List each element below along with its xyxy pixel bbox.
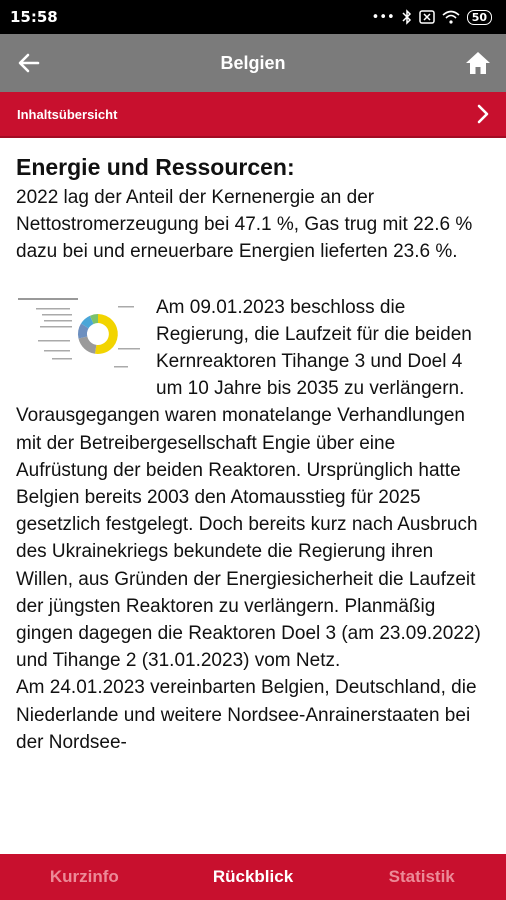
page-title: Belgien xyxy=(220,52,286,73)
arrow-left-icon[interactable] xyxy=(16,50,42,76)
battery-icon: 50 xyxy=(467,10,492,25)
toc-bar[interactable] xyxy=(0,92,506,138)
wifi-icon xyxy=(442,10,460,24)
status-time: 15:58 xyxy=(10,8,58,26)
tab-rueckblick[interactable]: Rückblick xyxy=(212,867,294,886)
tab-kurzinfo[interactable]: Kurzinfo xyxy=(49,867,119,886)
status-bar xyxy=(0,0,506,34)
content-area[interactable] xyxy=(0,138,506,854)
toc-label: Inhaltsübersicht xyxy=(17,106,118,122)
section-title: Energie und Ressourcen: xyxy=(16,154,295,180)
dots-icon: ••• xyxy=(371,9,395,25)
chevron-right-icon[interactable] xyxy=(474,103,492,125)
tab-statistik[interactable]: Statistik xyxy=(388,867,455,886)
bluetooth-icon xyxy=(402,9,412,25)
app-bar xyxy=(0,34,506,92)
body-paragraph-2: Am 24.01.2023 vereinbarten Belgien, Deutschland, die Niederlande und weitere Nordsee-Anrainerstaaten bei der Nordsee- xyxy=(16,677,477,753)
status-icons xyxy=(372,9,492,25)
body-paragraph: Am 09.01.2023 beschloss die Regierung, die Laufzeit für die beiden Kernreaktoren Tihange 3 und Doel 4 um 10 Jahre bis 2035 zu verlängern. Vorausgegangen waren monatelange Verhandlungen mit der Betreibergesellschaft Engie über eine Aufrüstung der beiden Reaktoren. Ursprünglich hatte Belgien bereits 2003 den Atomausstieg für 2025 gesetzlich festgelegt. Doch bereits kurz nach Ausbruch des Ukrainekriegs bekundete die Regierung ihren Willen, aus Gründen der Energiesicherheit die Laufzeit der jüngsten Reaktoren zu verlängern. Planmäßig gingen dagegen die Reaktoren Doel 3 (am 23.09.2022) und Tihange 2 (31.01.2023) vom Netz. xyxy=(16,296,481,672)
sim-icon xyxy=(419,10,435,24)
home-icon[interactable] xyxy=(464,50,492,76)
nettostromerzeugung-chart[interactable] xyxy=(16,294,146,384)
bottom-nav xyxy=(0,854,506,900)
intro-paragraph: 2022 lag der Anteil der Kernenergie an der Nettostromerzeugung bei 47.1 %, Gas trug mit 22.6 % dazu bei und erneuerbare Energien lieferten 23.6 %. xyxy=(16,187,473,263)
